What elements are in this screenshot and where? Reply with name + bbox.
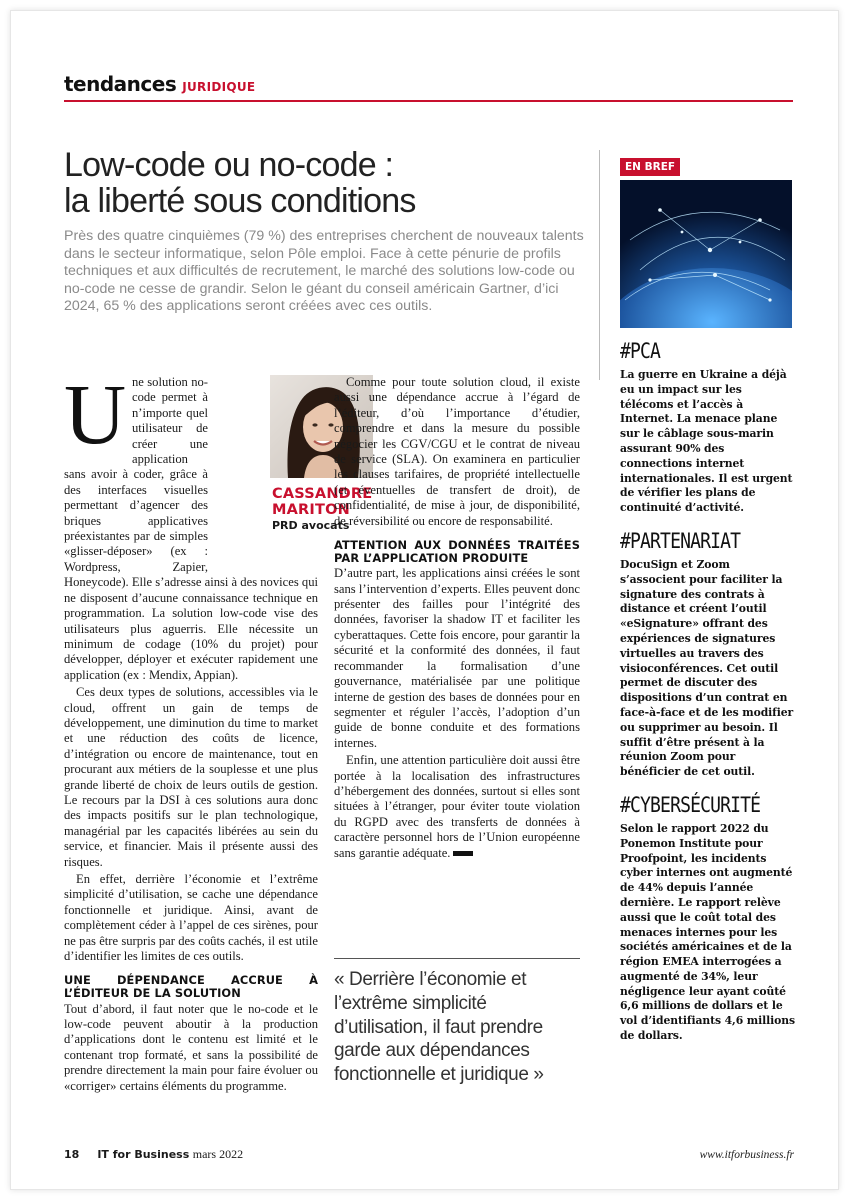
author-firm: PRD avocats xyxy=(272,519,350,532)
section-subheading: UNE DÉPENDANCE ACCRUE À L’ÉDITEUR DE LA SOLUTION xyxy=(64,973,318,1001)
website-link[interactable]: www.itforbusiness.fr xyxy=(699,1149,794,1161)
article-standfirst: Près des quatre cinquièmes (79 %) des entreprises cherchent de nouveaux talents dans le secteur informatique, selon Pôle emploi. Face à cette pénurie de profils techniques et aux difficultés de recrutement, le marché des solutions low-code ou no-code ne cesse de grandir. Selon le géant du conseil américain Gartner, d’ici 2024, 65 % des applications seront créées avec ces outils. xyxy=(64,228,584,315)
issue-date: mars 2022 xyxy=(192,1147,244,1161)
pull-quote-divider xyxy=(334,958,580,959)
pull-quote: « Derrière l’économie et l’extrême simplicité d’utilisation, il faut prendre garde aux dépendances fonctionnelle et juridique » xyxy=(334,969,544,1086)
briefs-label: EN BREF xyxy=(620,158,680,176)
paragraph: D’autre part, les applications ainsi créées le sont sans l’intervention d’experts. Elles peuvent donc présenter des failles pour l’intégrité des données, favoriser la shadow IT et faciliter les cyberattaques. Cette fois encore, pour garantir la sécurité et la conformité des données, il faut recommander la formalisation d’une gouvernance, matérialisée par une politique interne de gestion des bases de données pour en segmenter et réguler l’accès, l’adoption d’un guide de bonne conduite et des formations internes. xyxy=(334,566,580,750)
author-name-last: MARITON xyxy=(272,502,350,518)
brief-text: Selon le rapport 2022 du Ponemon Institute pour Proofpoint, les incidents cyber internes ont augmenté de 44% depuis l’année dernière. Le rapport relève aussi que le coût total des menaces internes pour les sociétés américaines et de la région EMEA interrogées a augmenté de 34%, leur négligence leur ayant coûté 6,6 millions de dollars et le vol d’identifiants 4,6 millions de dollars. xyxy=(620,821,795,1043)
paragraph: Ces deux types de solutions, accessibles via le cloud, offrent un gain de temps de développement, une diminution du time to market et une réduction des coûts de licence, d’intégration ou encore de maintenance, tout en procurant aux métiers de la souplesse et une plus grande liberté de choix de leurs outils de gestion. Le recours par la DSI à ces solutions aura donc des impacts positifs sur le plan technologique, managérial par les capacités libérées au sein du service, et financier. Mais il présente aussi des risques. xyxy=(64,685,318,869)
brief-hashtag: #CYBERSÉCURITÉ xyxy=(620,792,761,817)
article-title-line-2: la liberté sous conditions xyxy=(64,182,416,220)
footer-left xyxy=(64,1147,243,1162)
footer-issue-info xyxy=(97,1147,243,1162)
article-column-2 xyxy=(334,375,580,863)
section-rubric xyxy=(64,72,255,96)
brief-text: La guerre en Ukraine a déjà eu un impact sur les télécoms et l’accès à Internet. La menace plane sur le câblage sous-marin assurant 90% des connections internet internationales. Il est urgent de vérifier les plans de continuité d’activité. xyxy=(620,368,793,515)
magazine-name: IT for Business xyxy=(97,1148,190,1161)
brief-hashtag: #PARTENARIAT xyxy=(620,528,741,553)
globe-network-icon xyxy=(620,180,792,328)
portrait-spacer xyxy=(208,375,318,565)
drop-cap: U xyxy=(64,366,127,462)
article-column-1 xyxy=(64,366,318,1096)
paragraph: Comme pour toute solution cloud, il existe aussi une dépendance accrue à l’égard de l’éditeur, d’où l’importance d’étudier, comprendre et dans la mesure du possible négocier les CGV/CGU et le contrat de niveau de service (SLA). On examinera en particulier les clauses tarifaires, de propriété intellectuelle (et éventuelles de transfert de droit), de confidentialité, de mise à jour, de disponibilité, de réversibilité ou encore de responsabilité. xyxy=(334,375,580,528)
paragraph xyxy=(334,753,580,861)
brief-hashtag: #PCA xyxy=(620,339,661,363)
article-title xyxy=(64,147,584,219)
end-of-article-mark xyxy=(453,851,473,856)
rubric-subtitle: JURIDIQUE xyxy=(182,80,256,94)
rubric-divider xyxy=(64,100,793,102)
section-subheading: ATTENTION AUX DONNÉES TRAITÉES PAR L’APPLICATION PRODUITE xyxy=(334,538,580,565)
paragraph: ne solution no-code permet à n’importe quel utilisateur de créer une application sans avoir à coder, grâce à des interfaces visuelles permettant d’agencer des briques applicatives préexistantes par de simples «glisser-déposer» (ex : Wordpress, Zapier, Honeycode). Elle s’adresse ainsi à des novices qui ne disposent d’aucune connaissance technique en programmation. La solution low-code vise des utilisateurs plus aguerris. Elle nécessite un minimum de codage (10% du projet) pour développer, déployer et exécuter rapidement une application (ex : Mendix, Appian). xyxy=(64,375,318,682)
rubric-title: tendances xyxy=(64,72,177,96)
article-title-line-1: Low-code ou no-code : xyxy=(64,146,394,184)
paragraph: Tout d’abord, il faut noter que le no-code et le low-code peuvent aboutir à la production d’applications dont le contenu est limité et le contenant trop formaté, et sans la possibilité de prendre directement la main pour faire évoluer ou «corriger» certains éléments du programme. xyxy=(64,1001,318,1093)
sidebar-divider xyxy=(599,150,600,380)
news-briefs-sidebar xyxy=(620,155,795,1044)
paragraph: En effet, derrière l’économie et l’extrême simplicité d’utilisation, se cache une dépendance fonctionnelle et juridique. Ainsi, avant de complètement céder à l’appel de ces sirènes, pour ne pas être surpris par des coûts cachés, il est utile d’identifier les limites de ces outils. xyxy=(64,872,318,964)
author-name-first: CASSANDRE xyxy=(272,486,373,502)
page-number: 18 xyxy=(64,1148,80,1161)
paragraph-text: Enfin, une attention particulière doit aussi être portée à la localisation des infrastructures d’hébergement des données, surtout si elles sont situées à l’étranger, pour éviter toute violation du RGPD avec des transferts de données à caractère personnel hors de l’Union européenne sans garantie adéquate. xyxy=(334,753,580,860)
page-footer xyxy=(64,1147,794,1162)
brief-text: DocuSign et Zoom s’associent pour faciliter la signature des contrats à distance et créent l’outil «eSignature» offrant des expériences de signatures virtuelles au travers des visioconférences. Cet outil permet de discuter des dispositions d’un contrat en face-à-face et de les modifier ou supprimer au besoin. Il suffit d’être présent à la réunion Zoom pour bénéficier de cet outil. xyxy=(620,557,794,779)
